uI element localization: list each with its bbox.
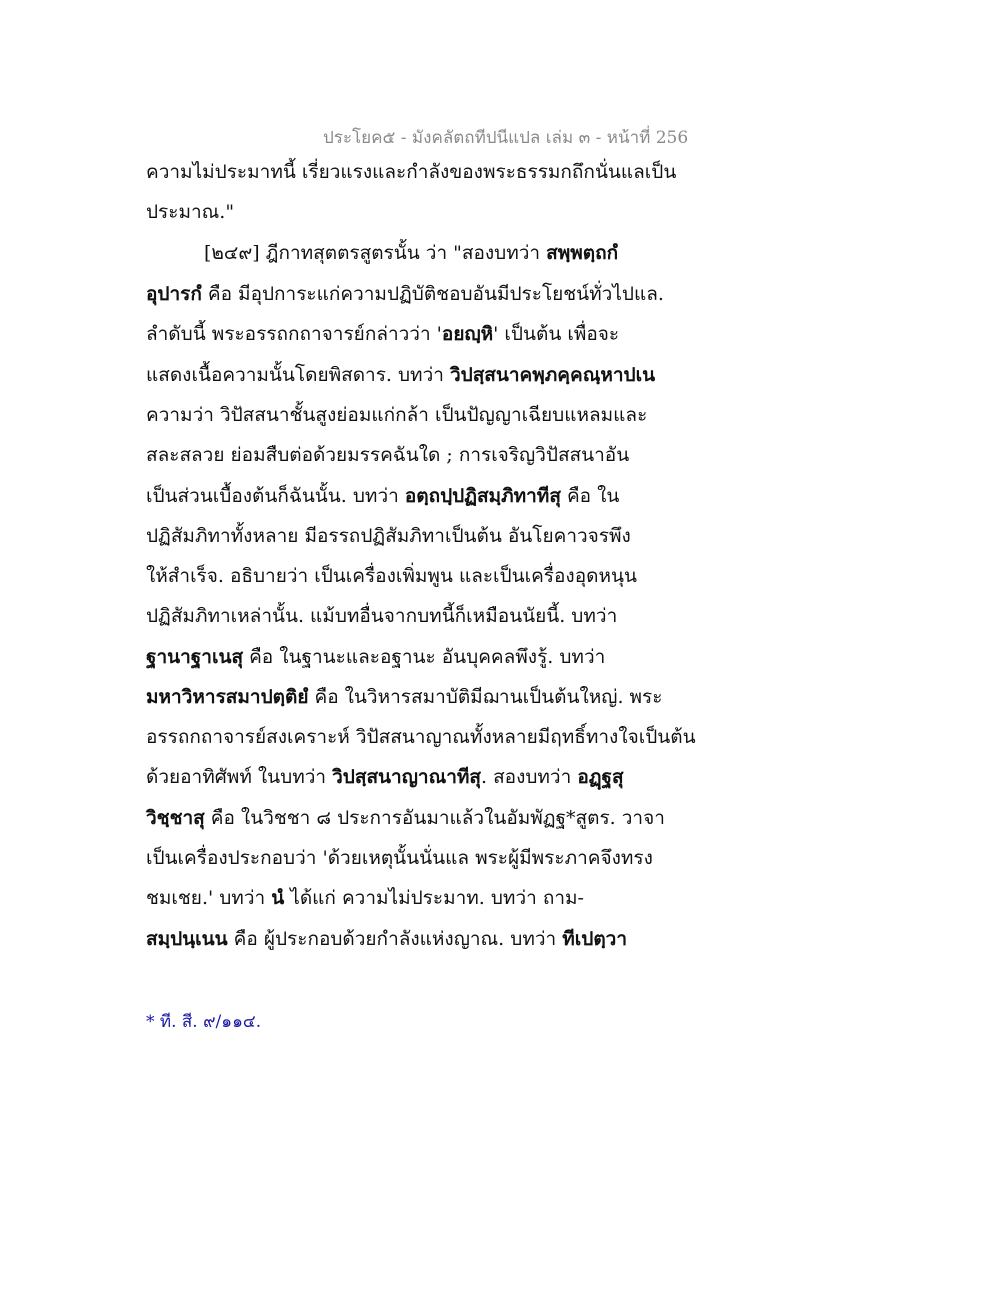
text-line — [146, 849, 653, 868]
bold-term: อตฺถปฺปฏิสมฺภิทาทีสุ — [404, 485, 561, 507]
text-run: ได้แก่ ความไม่ประมาท. บทว่า ถาม- — [284, 887, 584, 909]
bold-term: อุปารกํ — [146, 283, 202, 305]
text-run: เป็นส่วนเบื้องต้นก็ฉันนั้น. บทว่า — [146, 485, 405, 507]
text-line — [146, 325, 619, 344]
text-line — [204, 244, 618, 263]
text-run: ด้วยอาทิศัพท์ ในบทว่า — [146, 766, 333, 788]
text-line — [146, 889, 584, 908]
text-run: คือ ในวิชชา ๘ ประการอันมาแล้วในอัมพัฏฐ*สูตร. วาจา — [204, 807, 665, 829]
text-run: ประมาณ." — [146, 201, 235, 223]
text-line — [146, 567, 637, 586]
text-run: คือ ผู้ประกอบด้วยกำลังแห่งญาณ. บทว่า — [227, 928, 563, 950]
bold-term: ฐานาฐาเนสุ — [146, 646, 244, 668]
bold-term: นํ — [271, 887, 285, 909]
text-run: ความไม่ประมาทนี้ เรี่ยวแรงและกำลังของพระธรรมกถึกนั่นแลเป็น — [146, 161, 677, 183]
text-run: ปฏิสัมภิทาทั้งหลาย มีอรรถปฏิสัมภิทาเป็นต้น อันโยคาวจรพึง — [146, 525, 631, 547]
text-run: อรรถกถาจารย์สงเคราะห์ วิปัสสนาญาณทั้งหลายมีฤทธิ์ทางใจเป็นต้น — [146, 726, 696, 748]
text-line — [146, 728, 696, 747]
text-line — [146, 406, 647, 425]
text-run: คือ ในวิหารสมาบัติมีฌานเป็นต้นใหญ่. พระ — [308, 686, 663, 708]
bold-term: อยญฺหิ — [441, 323, 494, 345]
bold-term: วิปสฺสนาคพฺภคฺคณฺหาปเน — [449, 364, 656, 386]
text-run: ความว่า วิปัสสนาชั้นสูงย่อมแก่กล้า เป็นปัญญาเฉียบแหลมและ — [146, 404, 648, 426]
text-run: ชมเชย.' บทว่า — [146, 887, 272, 909]
text-line — [146, 648, 605, 667]
text-run: ให้สำเร็จ. อธิบายว่า เป็นเครื่องเพิ่มพูน และเป็นเครื่องอุดหนุน — [146, 565, 637, 587]
text-run: คือ ในฐานะและอฐานะ อันบุคคลพึงรู้. บทว่า — [243, 646, 606, 668]
bold-term: ทีเปตฺวา — [562, 928, 627, 950]
text-line — [146, 163, 676, 182]
text-run: [๒๔๙] ฎีกาทสุตตรสูตรนั้น ว่า "สองบทว่า — [204, 242, 547, 264]
text-run: คือ ใน — [560, 485, 620, 507]
text-line — [146, 285, 664, 304]
bold-term: อฏฺฐสุ — [577, 766, 624, 788]
text-line — [146, 607, 617, 626]
text-run: คือ มีอุปการะแก่ความปฏิบัติชอบอันมีประโยชน์ทั่วไปแล. — [201, 283, 664, 305]
text-run: สละสลวย ย่อมสืบต่อด้วยมรรคฉันใด ; การเจริญวิปัสสนาอัน — [146, 444, 630, 466]
text-line — [146, 930, 627, 949]
text-run: ' เป็นต้น เพื่อจะ — [493, 323, 620, 345]
bold-term: วิชฺชาสุ — [146, 807, 205, 829]
text-line — [146, 527, 631, 546]
text-run: . สองบทว่า — [480, 766, 578, 788]
text-run: เป็นเครื่องประกอบว่า 'ด้วยเหตุนั้นนั่นแล พระผู้มีพระภาคจึงทรง — [146, 847, 653, 869]
bold-term: มหาวิหารสมาปตฺติยํ — [146, 686, 309, 708]
text-line — [146, 487, 619, 506]
bold-term: วิปสฺสนาญาณาทีสุ — [332, 766, 481, 788]
text-run: ลำดับนี้ พระอรรถกถาจารย์กล่าวว่า ' — [146, 323, 442, 345]
footnote: * ที. สี. ๙/๑๑๔. — [146, 1012, 262, 1032]
text-line — [146, 768, 624, 787]
text-run: แสดงเนื้อความนั้นโดยพิสดาร. บทว่า — [146, 364, 450, 386]
text-line — [146, 688, 662, 707]
text-line — [146, 446, 629, 465]
bold-term: สมฺปนฺเนน — [146, 928, 228, 950]
text-line — [146, 366, 655, 385]
bold-term: สพฺพตฺถกํ — [546, 242, 619, 264]
text-run: ปฏิสัมภิทาเหล่านั้น. แม้บทอื่นจากบทนี้ก็เหมือนนัยนี้. บทว่า — [146, 605, 618, 627]
text-line — [146, 809, 665, 828]
text-line — [146, 203, 234, 222]
page-header: ประโยค๕ - มังคลัตถทีปนีแปล เล่ม ๓ - หน้าที่ 256 — [323, 128, 689, 148]
